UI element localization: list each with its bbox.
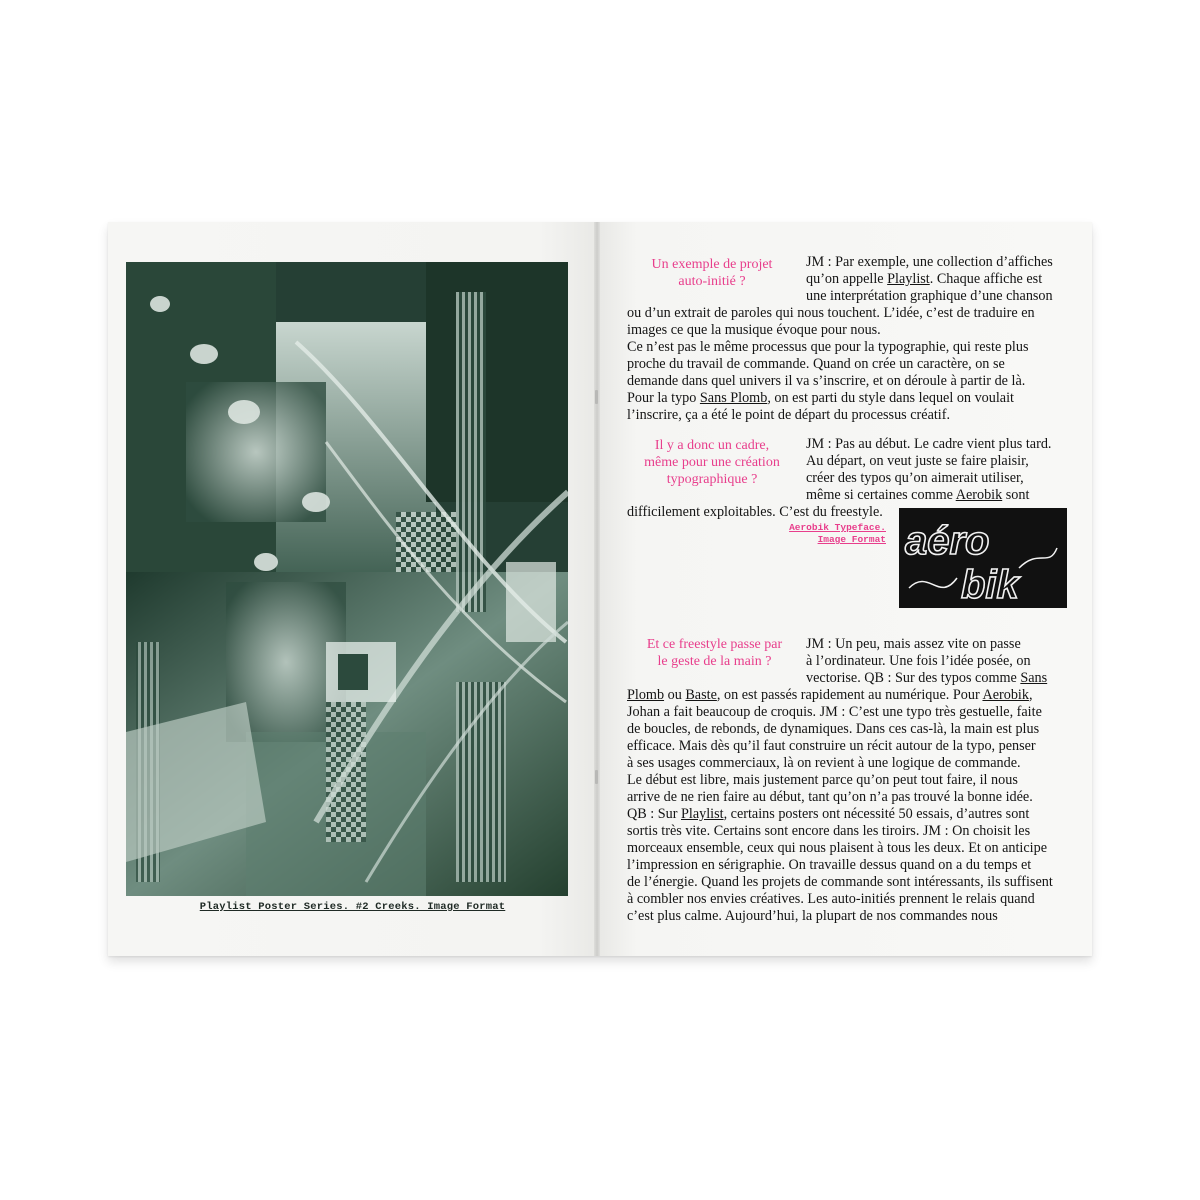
playlist-link-2[interactable]: Playlist	[681, 806, 724, 822]
question-2-line-1: Il y a donc un cadre,	[654, 438, 770, 453]
aerobik-caption-line-1: Aerobik Typeface.	[789, 522, 886, 533]
answer-3-line: QB : Sur Playlist, certains posters ont nécessité 50 essais, d’autres sont	[627, 806, 1030, 822]
answer-1	[627, 254, 1077, 424]
question-1-line-1: Un exemple de projet	[651, 257, 773, 272]
aerobik-caption-line-2: Image Format	[817, 534, 886, 545]
aerobik-logo-line-2: bik	[961, 563, 1019, 607]
aerobik-link[interactable]: Aerobik	[955, 487, 1003, 503]
baste-link[interactable]: Baste	[685, 687, 717, 703]
answer-3-line: l’impression en sérigraphie. On travaille dessus quand on a du temps et	[627, 857, 1032, 873]
answer-3-line: Le début est libre, mais justement parce qu’on peut tout faire, il nous	[627, 772, 1018, 788]
answer-2-line: difficilement exploitables. C’est du freestyle.	[627, 504, 883, 520]
answer-2-line: créer des typos qu’on aimerait utiliser,	[806, 470, 1024, 486]
answer-3-line: à l’ordinateur. Une fois l’idée posée, on	[806, 653, 1031, 669]
answer-2-line: JM : Pas au début. Le cadre vient plus tard.	[806, 436, 1052, 452]
answer-3-line: à combler nos envies créatives. Les auto-initiés prennent le relais quand	[627, 891, 1035, 907]
answer-1-line: Pour la typo Sans Plomb, on est parti du style dans lequel on voulait	[627, 390, 1014, 406]
answer-3-line: morceaux ensemble, ceux qui nous plaisent à tous les deux. Et on anticipe	[627, 840, 1047, 856]
answer-3-line: Plomb ou Baste, on est passés rapidement au numérique. Pour Aerobik,	[627, 687, 1033, 703]
sans-link[interactable]: Sans	[1020, 670, 1048, 686]
answer-1-line: Ce n’est pas le même processus que pour la typographie, qui reste plus	[627, 339, 1029, 355]
answer-3-line: sortis très vite. Certains sont encore dans les tiroirs. JM : On choisit les	[627, 823, 1031, 839]
aerobik-typeface-image	[899, 508, 1067, 608]
plomb-link[interactable]: Plomb	[627, 687, 665, 703]
question-2-line-3: typographique ?	[666, 472, 758, 487]
answer-3-line: de boucles, de rebonds, de dynamiques. Dans ces cas-là, la main est plus	[627, 721, 1040, 737]
answer-1-line: JM : Par exemple, une collection d’affiches	[806, 254, 1053, 270]
playlist-link[interactable]: Playlist	[887, 271, 930, 287]
question-1-line-2: auto-initié ?	[678, 274, 746, 289]
answer-3-line: à ses usages commerciaux, là on revient à une logique de commande.	[627, 755, 1021, 771]
answer-2-line: Au départ, on veut juste se faire plaisir,	[806, 453, 1029, 469]
answer-1-line: images ce que la musique évoque pour nous.	[627, 322, 881, 338]
answer-3-line: JM : Un peu, mais assez vite on passe	[806, 636, 1021, 652]
playlist-poster-image	[126, 262, 568, 896]
answer-3-line: efficace. Mais dès qu’il faut construire un récit autour de la typo, penser	[627, 738, 1036, 754]
aerobik-caption	[770, 522, 886, 546]
aerobik-link-2[interactable]: Aerobik	[982, 687, 1029, 703]
answer-3-line: arrive de ne rien faire au début, tant qu’on n’a pas trouvé la bonne idée.	[627, 789, 1033, 805]
booklet-gutter	[594, 222, 600, 956]
answer-1-line: l’inscrire, ça a été le point de départ du processus créatif.	[627, 407, 951, 423]
answer-3-line: de l’énergie. Quand les projets de commande sont intéressants, ils suffisent	[627, 874, 1053, 890]
staple-top	[595, 390, 598, 404]
answer-2-line: même si certaines comme Aerobik sont	[806, 487, 1030, 503]
poster-caption: Playlist Poster Series. #2 Creeks. Image Format	[199, 901, 506, 913]
answer-1-line: qu’on appelle Playlist. Chaque affiche est	[806, 271, 1043, 287]
aerobik-logo	[899, 508, 1067, 608]
question-3-line-1: Et ce freestyle passe par	[646, 637, 783, 652]
answer-1-line: proche du travail de commande. Quand on crée un caractère, on se	[627, 356, 1005, 372]
answer-3-line: Johan a fait beaucoup de croquis. JM : C’est une typo très gestuelle, faite	[627, 704, 1042, 720]
question-2-line-2: même pour une création	[644, 455, 780, 470]
answer-3	[627, 636, 1087, 925]
answer-3-line: c’est plus calme. Aujourd’hui, la plupart de nos commandes nous	[627, 908, 998, 924]
staple-bottom	[595, 770, 598, 784]
answer-1-line: ou d’un extrait de paroles qui nous touchent. L’idée, c’est de traduire en	[627, 305, 1035, 321]
answer-3-line: vectorise. QB : Sur des typos comme Sans	[806, 670, 1048, 686]
question-3-line-2: le geste de la main ?	[657, 654, 772, 669]
aerobik-logo-line-1: aéro	[905, 519, 990, 563]
answer-1-line: demande dans quel univers il va s’inscrire, et on déroule à partir de là.	[627, 373, 1026, 389]
answer-1-line: une interprétation graphique d’une chanson	[806, 288, 1053, 304]
sans-plomb-link[interactable]: Sans Plomb	[699, 390, 768, 406]
poster-artwork	[126, 262, 568, 896]
